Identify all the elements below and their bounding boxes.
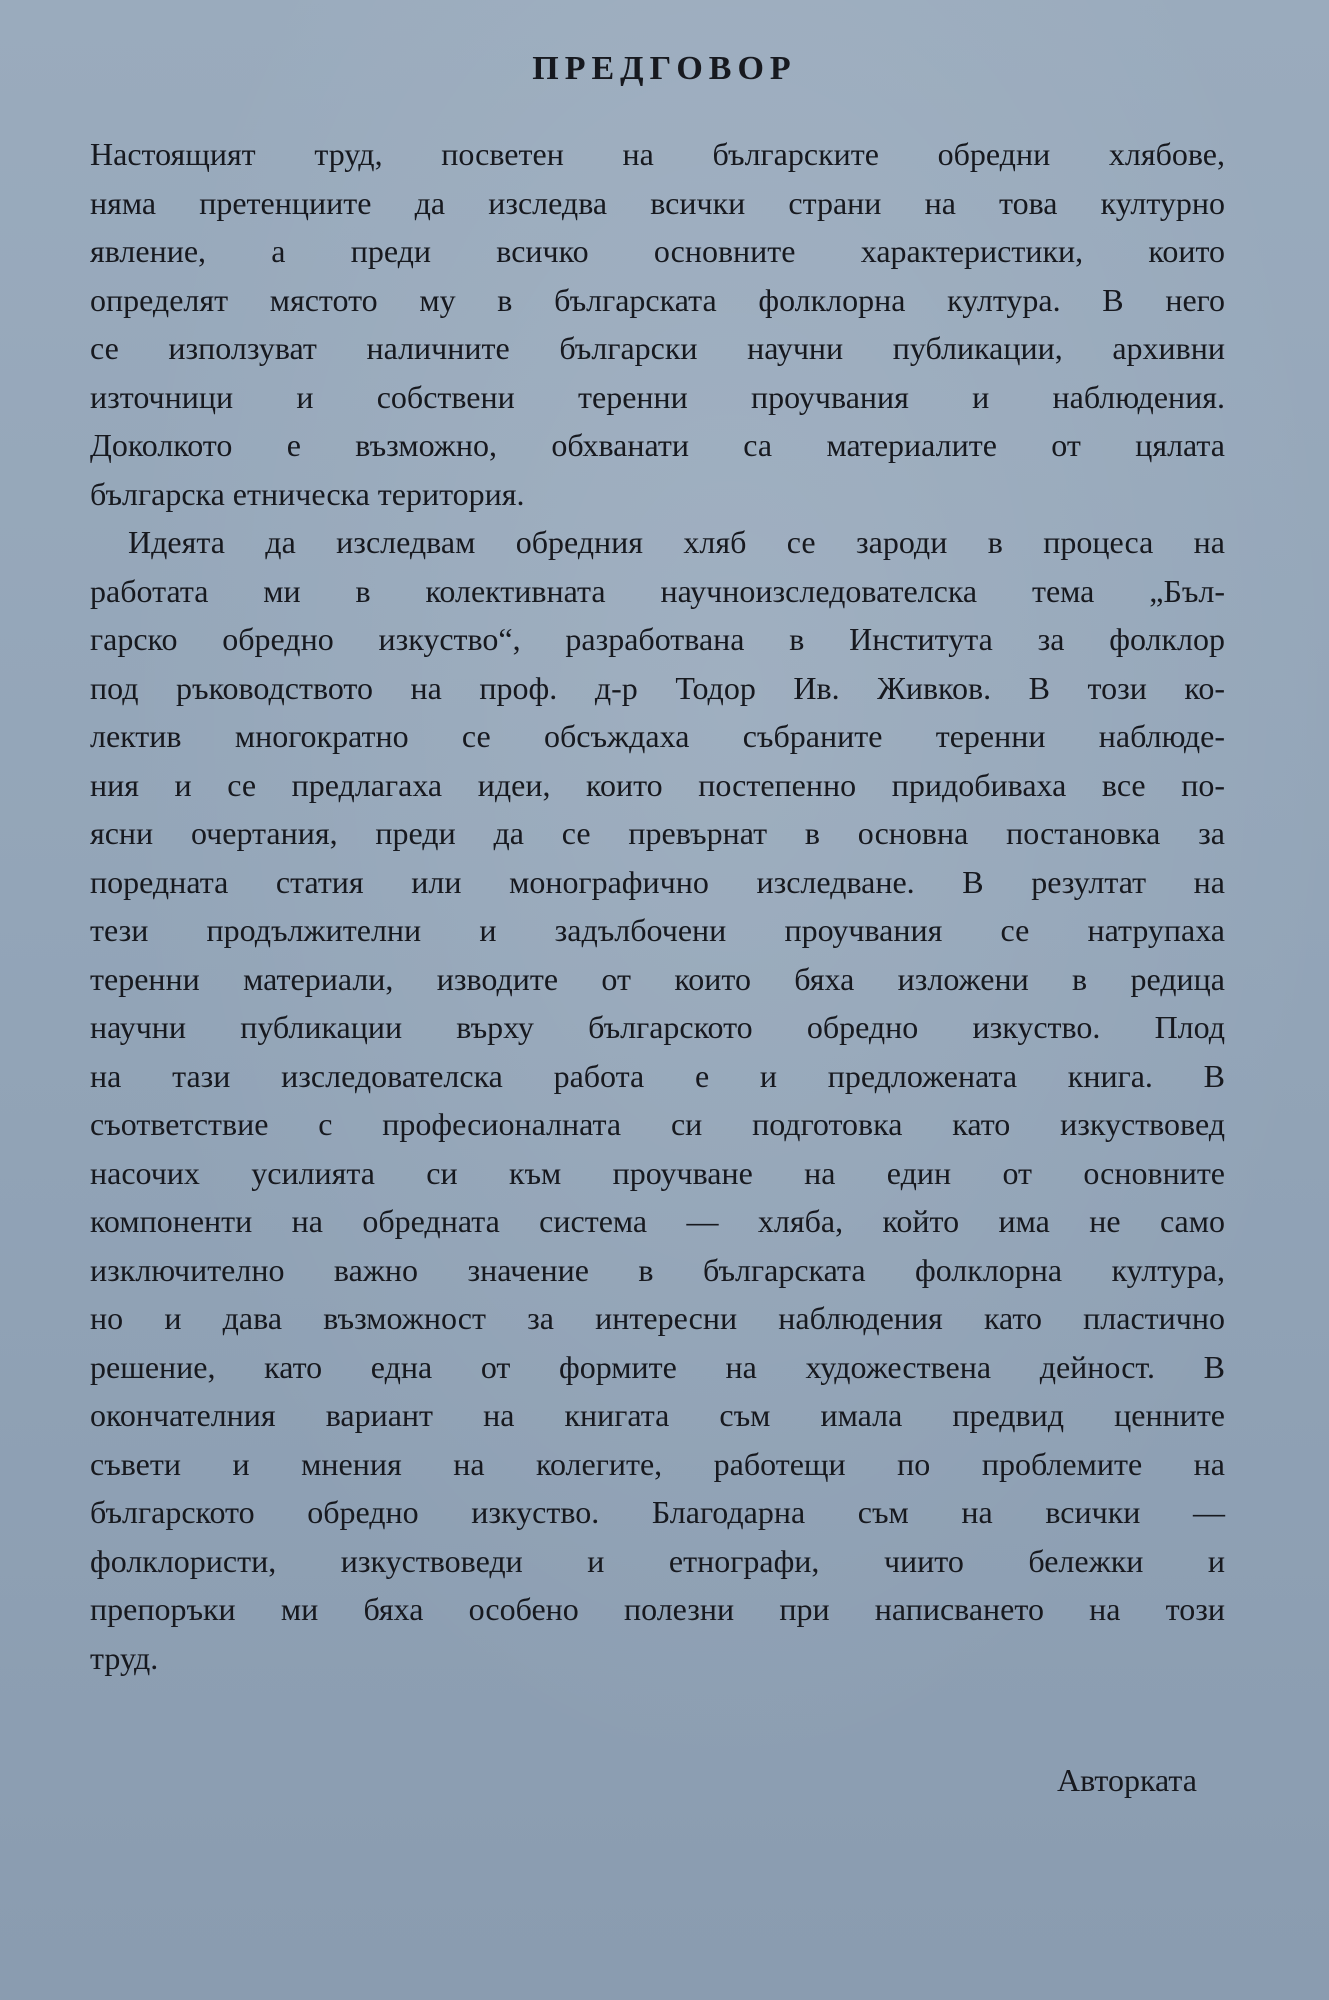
text-line: на тази изследователска работа е и предложената книга. В <box>90 1057 1225 1094</box>
text-line: но и дава възможност за интересни наблюдения като пластично <box>90 1300 1225 1336</box>
text-line: българското обредно изкуство. Благодарна съм на всички — <box>90 1494 1225 1530</box>
paragraph-2 <box>90 518 1225 1682</box>
text-line: ясни очертания, преди да се превърнат в основна постановка за <box>90 815 1225 851</box>
text-line: труд. <box>90 1639 159 1676</box>
text-line: съответствие с професионалната си подготовка като изкуствовед <box>90 1106 1225 1142</box>
preface-text <box>90 130 1225 1682</box>
text-line: тези продължителни и задълбочени проучвания се натрупаха <box>90 912 1225 948</box>
text-line: се използуват наличните български научни публикации, архивни <box>90 330 1225 366</box>
text-line: поредната статия или монографично изследване. В резултат на <box>90 863 1225 900</box>
author-signature: Авторката <box>1057 1762 1197 1798</box>
text-line: изключително важно значение в българската фолклорна култура, <box>90 1251 1225 1288</box>
text-line: Настоящият труд, посветен на българските обредни хлябове, <box>90 136 1225 172</box>
text-line: решение, като една от формите на художествена дейност. В <box>90 1348 1225 1385</box>
text-line: окончателния вариант на книгата съм имала предвид ценните <box>90 1397 1225 1433</box>
text-line: насочих усилията си към проучване на един от основните <box>90 1154 1225 1191</box>
text-line: научни публикации върху българското обредно изкуство. Плод <box>90 1009 1225 1045</box>
text-line: определят мястото му в българската фолклорна култура. В него <box>90 281 1225 318</box>
text-line: фолклористи, изкуствоведи и етнографи, чиито бележки и <box>90 1542 1225 1579</box>
text-line: българска етническа територия. <box>90 475 525 512</box>
text-line: компоненти на обредната система — хляба, който има не само <box>90 1203 1225 1239</box>
text-line: Идеята да изследвам обредния хляб се зароди в процеса на <box>128 524 1225 560</box>
text-line: теренни материали, изводите от които бяха изложени в редица <box>90 960 1225 997</box>
text-line: ния и се предлагаха идеи, които постепенно придобиваха все по- <box>90 766 1225 803</box>
page-title: ПРЕДГОВОР <box>532 50 797 87</box>
text-line: препоръки ми бяха особено полезни при написването на този <box>90 1591 1225 1627</box>
text-line: работата ми в колективната научноизследователска тема „Бъл- <box>90 572 1225 609</box>
text-line: съвети и мнения на колегите, работещи по проблемите на <box>90 1445 1225 1482</box>
text-line: под ръководството на проф. д-р Тодор Ив. Живков. В този ко- <box>90 669 1225 706</box>
text-line: явление, а преди всичко основните характеристики, които <box>90 233 1225 269</box>
text-line: източници и собствени теренни проучвания и наблюдения. <box>90 378 1225 415</box>
paragraph-1 <box>90 130 1225 518</box>
text-line: Доколкото е възможно, обхванати са материалите от цялата <box>90 427 1225 463</box>
text-line: лектив многократно се обсъждаха събраните теренни наблюде- <box>90 718 1225 754</box>
text-line: гарско обредно изкуство“, разработвана в Института за фолклор <box>90 621 1225 657</box>
text-line: няма претенциите да изследва всички страни на това културно <box>90 184 1225 221</box>
